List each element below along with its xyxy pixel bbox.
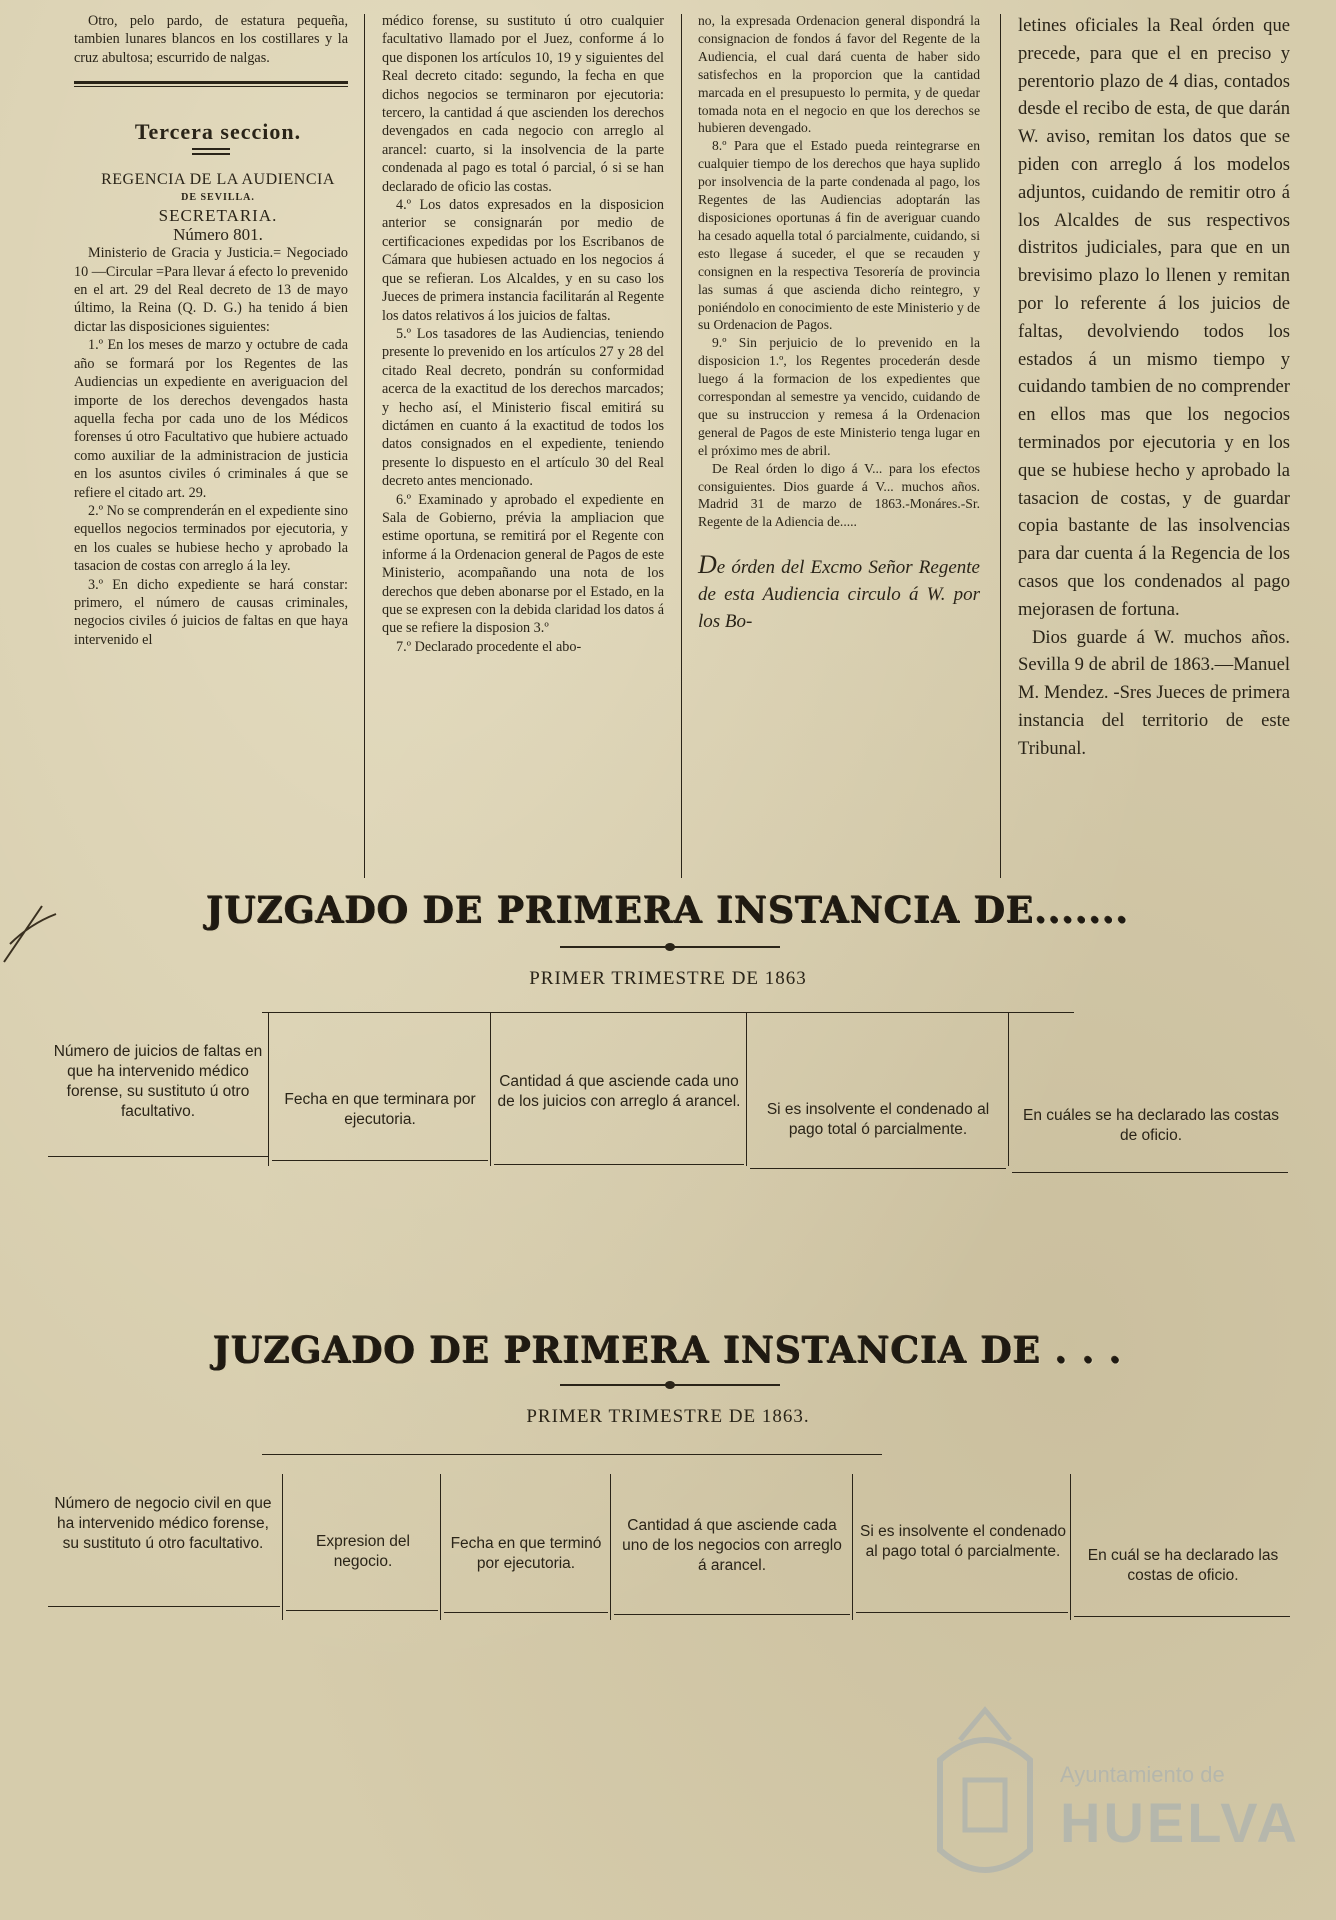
form2-header-2: Expresion del negocio. xyxy=(316,1533,410,1570)
sevilla-subheading: DE SEVILLA. xyxy=(181,192,255,204)
form1-header-rule xyxy=(272,1160,488,1161)
archive-watermark xyxy=(920,1700,1300,1900)
paragraph: Ministerio de Gracia y Justicia.= Negociado 10 —Circular =Para llevar á efecto lo prevenido en el art. 29 del Real decreto de 13 de mayo último, la Reina (Q. D. G.) ha tenido á bien dictar las disposiciones siguientes: xyxy=(74,245,348,335)
form2-col-divider xyxy=(610,1474,611,1620)
column-divider xyxy=(681,14,682,878)
paragraph: Dios guarde á W. muchos años. Sevilla 9 de abril de 1863.—Manuel M. Mendez. -Sres Jueces de primera instancia del territorio de este Tribunal. xyxy=(1018,626,1290,759)
column-4 xyxy=(1018,12,1290,763)
paragraph: De Real órden lo digo á V... para los efectos consiguientes. Dios guarde á V... muchos años. Madrid 31 de marzo de 1863.-Monáres.-Sr. Regente de la Adiencia de..... xyxy=(698,460,980,530)
form2-header-rule xyxy=(1074,1616,1290,1617)
paragraph: 2.º No se comprenderán en el expediente sino equellos negocios terminados por ejecutoria, y en los cuales se hubiese hecho y aprobado la tasacion de costas con arreglo á la ley. xyxy=(74,502,348,575)
paragraph: 3.º En dicho expediente se hará constar: primero, el número de causas criminales, negocios civiles ó juicios de faltas en que haya intervenido el xyxy=(74,576,348,648)
form2-title: JUZGADO DE PRIMERA INSTANCIA DE . . . xyxy=(213,1330,1123,1372)
paragraph: 9.º Sin perjuicio de lo prevenido en la disposicion 1.º, los Regentes procederán desde luego á la formacion de los expedientes que correspondan al semestre ya vencido, cuidando de que su instruccion y remesa á la Ordenacion general de Pagos de este Ministerio tenga lugar en el próximo mes de abril. xyxy=(698,335,980,458)
paragraph: no, la expresada Ordenacion general dispondrá la consignacion de fondos á favor del Regente de la Audiencia, el cual dará cuenta de haber sido satisfechos en la proporcion que la cantidad marcada en el presupuesto lo permita, y de quedar tomada nota en el negocio en que los derechos se hubieren devengado. xyxy=(698,13,980,136)
form1-header-rule xyxy=(48,1156,268,1157)
form1-col-divider xyxy=(746,1012,747,1166)
form2-header-4: Cantidad á que asciende cada uno de los negocios con arreglo á arancel. xyxy=(622,1517,842,1574)
paragraph: 8.º Para que el Estado pueda reintegrarse en cualquier tiempo de los derechos que haya suplido por insolvencia de la parte condenada al pago, los Regentes de las Audiencias adoptarán las disposiciones oportunas á fin de averiguar cuando ha cesado aquella total ó parcialmente, cuidando, si esto llegase á suceder, el que se recauden y consignen en la respectiva Tesorería de provincia las sumas á que ascienda dicho reintegro, y poniéndolo en conocimiento de este Ministerio y de su Ordenacion de Pagos. xyxy=(698,138,981,333)
section-title: Tercera seccion. xyxy=(134,119,302,145)
form1-col-divider xyxy=(490,1012,491,1166)
form1-header-1: Número de juicios de faltas en que ha intervenido médico forense, su sustituto ú otro facultativo. xyxy=(53,1043,263,1120)
form2-header-rule xyxy=(614,1614,850,1615)
form2-col-divider xyxy=(852,1474,853,1620)
form2-col-divider xyxy=(440,1474,441,1620)
paragraph: 5.º Los tasadores de las Audiencias, teniendo presente lo prevenido en los artículos 27 y 28 del citado Real decreto, pondrán su conformidad acerca de la exactitud de los derechos marcados; y hecho así, el Ministerio fiscal emitirá su dictámen en cuanto á la exactitud de todos los datos consignados en el expediente, teniendo presente lo dispuesto en el artículo 30 del Real decreto antes mencionado. xyxy=(382,325,664,490)
column-3 xyxy=(698,12,980,635)
column-2 xyxy=(382,12,664,656)
column-divider xyxy=(1000,14,1001,878)
form2-col-divider xyxy=(282,1474,283,1620)
watermark-line2: HUELVA xyxy=(1060,1791,1300,1854)
form2-col-divider xyxy=(1070,1474,1071,1620)
form1-header-5: En cuáles se ha declarado las costas de oficio. xyxy=(1023,1107,1279,1144)
watermark-line1: Ayuntamiento de xyxy=(1060,1762,1225,1787)
form1-header-2: Fecha en que terminara por ejecutoria. xyxy=(284,1091,476,1128)
paragraph: 6.º Examinado y aprobado el expediente en Sala de Gobierno, prévia la ampliacion que estime oportuna, se remitirá por el Regente con informe á la Ordenacion general de Pagos de este Ministerio, acompañando una nota de los derechos que deben abonarse por el Estado, en la que se expresen con la debida claridad los datos á que se refiere la disposion 3.º xyxy=(382,491,664,637)
form2-header-rule xyxy=(444,1612,608,1613)
form1-top-rule xyxy=(262,1012,1074,1013)
form1-header-rule xyxy=(494,1164,744,1165)
form1-title: JUZGADO DE PRIMERA INSTANCIA DE....... xyxy=(206,890,1130,932)
form1-col-divider xyxy=(268,1012,269,1166)
city-crest-icon xyxy=(920,1700,1050,1890)
ornament-rule xyxy=(560,1380,780,1390)
column-divider xyxy=(364,14,365,878)
intro-paragraph: Otro, pelo pardo, de estatura pequeña, tambien lunares blancos en los costillares y la cruz abultosa; escurrido de nalgas. xyxy=(74,13,348,66)
form2-header-rule xyxy=(856,1612,1068,1613)
form2-header-6: En cuál se ha declarado las costas de oficio. xyxy=(1087,1547,1279,1584)
paragraph: 1.º En los meses de marzo y octubre de cada año se formará por los Regentes de las Audiencias un expediente en averiguacion del importe de los derechos devengados hasta aquella fecha por cada uno de los Médicos forenses ú otro Facultativo que hubiere actuado como auxiliar de la administracion de justicia en los asuntos civiles ó criminales á que se refiere el citado art. 29. xyxy=(74,337,348,501)
paragraph: 4.º Los datos expresados en la disposicion anterior se consignarán por medio de certificaciones expedidas por los Escribanos de Cámara que hubiesen actuado en los negocios á que se refieran. Los Alcaldes, y en su caso los Jueces de primera instancia facilitarán al Regente los datos relativos á los juicios de faltas. xyxy=(382,197,664,324)
form2-header-3: Fecha en que terminó por ejecutoria. xyxy=(450,1535,602,1572)
large-paragraph: De órden del Excmo Señor Regente de esta Audiencia circulo á W. por los Bo- xyxy=(698,550,980,633)
paragraph: médico forense, su sustituto ú otro cualquier facultativo llamado por el Juez, conforme á lo que disponen los artículos 10, 19 y siguientes del Real decreto citado: segundo, la fecha en que dichos negocios se terminaron por ejecutoria: tercero, la cantidad á que ascienden los derechos devengados en cada negocio con arreglo al arancel: cuarto, si la insolvencia de la parte condenada al pago es total ó parcial, ó si se han declarado de oficio las costas. xyxy=(382,13,664,195)
form2-header-5: Si es insolvente el condenado al pago total ó parcialmente. xyxy=(860,1523,1066,1560)
form1-header-4: Si es insolvente el condenado al pago total ó parcialmente. xyxy=(766,1101,990,1138)
form1-col-divider xyxy=(1008,1012,1009,1166)
column-1 xyxy=(74,12,348,649)
secretaria-heading: SECRETARIA. xyxy=(158,206,278,226)
double-rule xyxy=(192,148,230,155)
form2-header-rule xyxy=(48,1606,280,1607)
regencia-heading: REGENCIA DE LA AUDIENCIA xyxy=(101,170,335,188)
section-rule xyxy=(74,81,348,87)
form1-trimestre: PRIMER TRIMESTRE DE 1863 xyxy=(529,968,807,989)
form2-header-1: Número de negocio civil en que ha intervenido médico forense, su sustituto ú otro facultativo. xyxy=(54,1495,272,1552)
form2-header-rule xyxy=(286,1610,438,1611)
form2-top-rule xyxy=(262,1454,882,1455)
form1-header-3: Cantidad á que asciende cada uno de los juicios con arreglo á arancel. xyxy=(497,1073,741,1110)
paragraph: 7.º Declarado procedente el abo- xyxy=(396,638,582,655)
form1-header-rule xyxy=(750,1168,1006,1169)
ornament-rule xyxy=(560,942,780,952)
form1-header-rule xyxy=(1012,1172,1288,1173)
form2-trimestre: PRIMER TRIMESTRE DE 1863. xyxy=(526,1406,810,1427)
numero-heading: Número 801. xyxy=(173,224,263,244)
paragraph: letines oficiales la Real órden que precede, para que el en preciso y perentorio plazo de 4 dias, contados desde el recibo de esta, de que darán W. aviso, remitan los datos que se piden con arreglo á los modelos adjuntos, cuidando de remitir otro á los Alcaldes de sus respectivos distritos judiciales, para que en un brevisimo plazo lo llenen y remitan por lo referente á los juicios de faltas, devolviendo todos los estados á un mismo tiempo y cuidando tambien de no comprender en ellos mas que los negocios terminados por ejecutoria y en los que se hubiese hecho y aprobado la tasacion de costas, y de guardar copia bastante de las insolvencias para dar cuenta á la Regencia de los casos que los condenados al pago mejorasen de fortuna. xyxy=(1018,15,1290,620)
